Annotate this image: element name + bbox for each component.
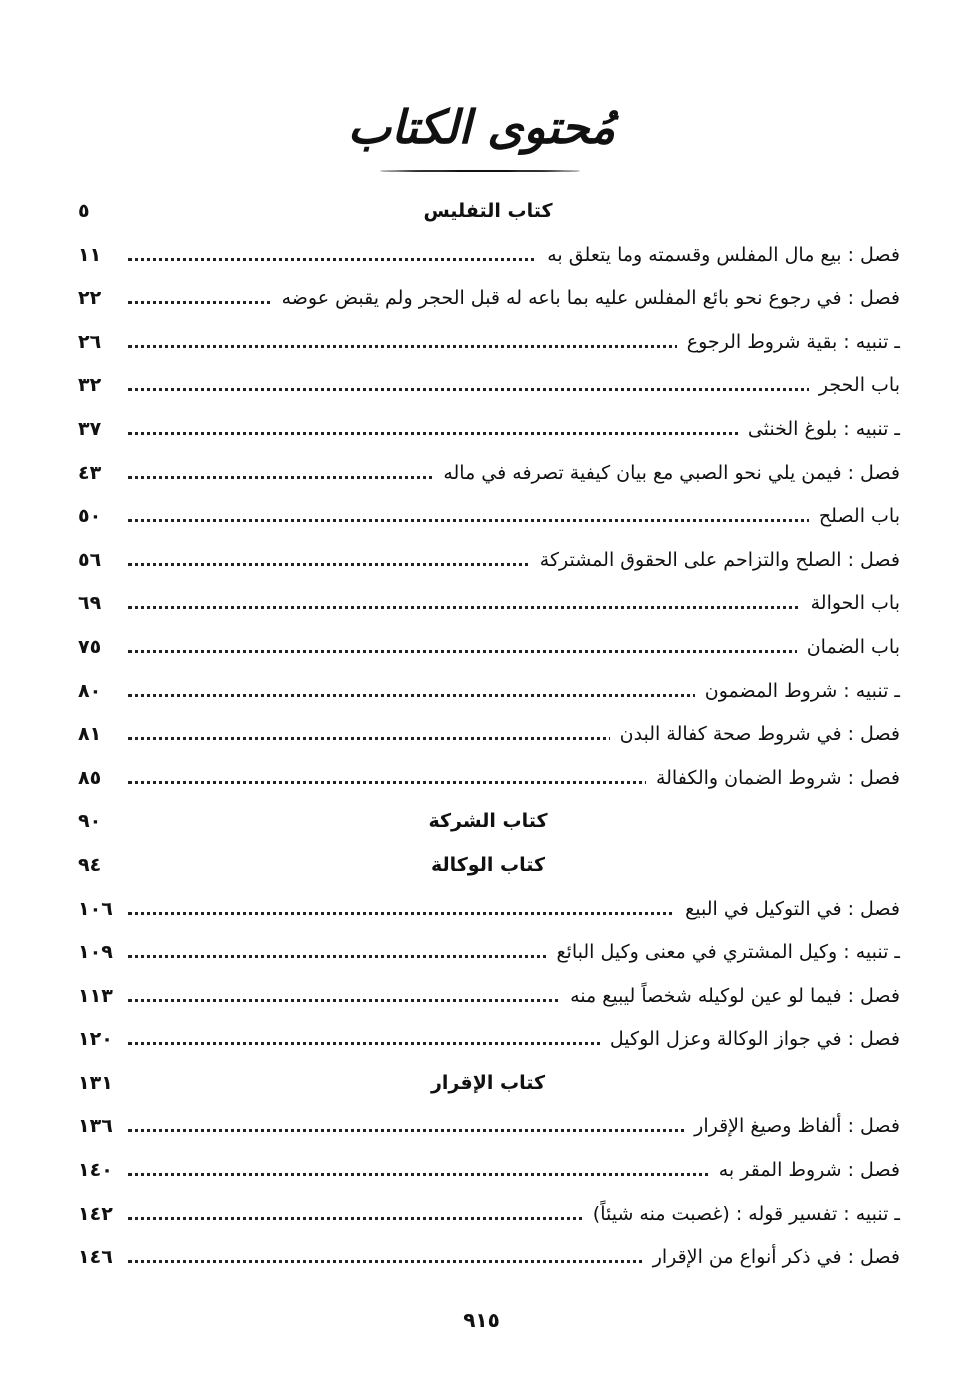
toc-page-number: ١٣٦ [78, 1115, 113, 1138]
toc-entry [72, 672, 904, 716]
toc-entry-title: باب الضمان [797, 636, 900, 658]
toc-entry-title: فصل : في جواز الوكالة وعزل الوكيل [600, 1028, 900, 1050]
toc-section-heading [72, 846, 904, 890]
toc-entry-title: فصل : شروط الضمان والكفالة [646, 767, 900, 789]
toc-entry [72, 628, 904, 672]
toc-entry [72, 541, 904, 585]
title-flourish [380, 170, 580, 172]
toc-page-number: ١٤٠ [78, 1159, 113, 1182]
dot-leader [128, 519, 896, 522]
toc-entry-title: ـ تنبيه : شروط المضمون [695, 680, 900, 702]
toc-entry-title: ـ تنبيه : تفسير قوله : (غصبت منه شيئاً) [583, 1203, 900, 1225]
toc-entry [72, 366, 904, 410]
toc-entry-title: كتاب الإقرار [430, 1071, 546, 1094]
toc-entry-title: ـ تنبيه : بقية شروط الرجوع [677, 331, 900, 353]
toc-entry-title: فصل : في شروط صحة كفالة البدن [610, 723, 900, 745]
footer-page-number: ٩١٥ [463, 1308, 500, 1332]
toc-page-number: ٥ [78, 200, 90, 222]
toc-entry [72, 1151, 904, 1195]
dot-leader [128, 606, 896, 609]
toc-page-number: ١٠٩ [78, 941, 113, 964]
toc-entry [72, 236, 904, 280]
toc-entry-title: فصل : في التوكيل في البيع [675, 898, 900, 920]
toc-entry-title: فصل : بيع مال المفلس وقسمته وما يتعلق به [537, 244, 900, 266]
toc-entry [72, 454, 904, 498]
toc-section-heading [72, 1064, 904, 1108]
toc-entry-title: كتاب التفليس [423, 200, 553, 222]
toc-page-number: ١٠٦ [78, 897, 113, 920]
toc-entry-title: فصل : ألفاظ وصيغ الإقرار [684, 1115, 900, 1137]
toc-page-number: ٢٢ [78, 287, 102, 310]
toc-entry-title: فصل : فيمن يلي نحو الصبي مع بيان كيفية تصرفه في ماله [433, 462, 900, 484]
toc-entry-title: فصل : الصلح والتزاحم على الحقوق المشتركة [530, 549, 900, 571]
toc-page-number: ١٢٠ [78, 1028, 113, 1051]
toc-entry [72, 1020, 904, 1064]
toc-page-number: ٩٠ [78, 810, 102, 833]
toc-page-number: ٨٠ [78, 679, 102, 702]
toc-page-number: ٢٦ [78, 330, 102, 353]
toc-entry [72, 584, 904, 628]
toc-entry-title: فصل : شروط المقر به [709, 1159, 900, 1181]
toc-entry-title: ـ تنبيه : بلوغ الخنثى [738, 418, 900, 440]
toc-page-number: ١١٣ [78, 984, 113, 1007]
toc-page-number: ١٤٢ [78, 1202, 113, 1225]
toc-page-number: ٨٥ [78, 766, 102, 789]
toc-entry-title: فصل : في ذكر أنواع من الإقرار [643, 1246, 900, 1268]
toc-page-number: ٩٤ [78, 853, 102, 876]
toc-page-number: ١١ [78, 243, 102, 266]
toc-page-number: ٦٩ [78, 592, 102, 615]
toc-section-heading [72, 192, 904, 236]
toc-page-number: ٥٦ [78, 548, 102, 571]
toc-page-number: ١٣١ [78, 1071, 113, 1094]
toc-page-number: ٧٥ [78, 635, 102, 658]
toc-entry [72, 977, 904, 1021]
toc-page-number: ٨١ [78, 723, 102, 746]
toc-entry [72, 279, 904, 323]
toc-entry-title: باب الحوالة [801, 592, 900, 614]
dot-leader [128, 650, 896, 653]
page-title: مُحتوى الكتاب [347, 100, 616, 154]
toc-entry [72, 890, 904, 934]
toc-page-number: ٤٣ [78, 461, 102, 484]
toc-entry [72, 715, 904, 759]
toc-entry-title: باب الصلح [809, 505, 900, 527]
dot-leader [128, 388, 896, 391]
toc-entry [72, 933, 904, 977]
toc-entry-title: باب الحجر [809, 374, 900, 396]
table-of-contents [72, 192, 904, 1282]
toc-entry [72, 1195, 904, 1239]
toc-entry-title: كتاب الشركة [428, 810, 548, 833]
toc-entry [72, 410, 904, 454]
toc-entry [72, 759, 904, 803]
toc-entry [72, 1107, 904, 1151]
toc-page-number: ٣٧ [78, 417, 102, 440]
toc-entry-title: كتاب الوكالة [430, 853, 546, 876]
toc-page-number: ٥٠ [78, 505, 102, 528]
toc-entry-title: فصل : فيما لو عين لوكيله شخصاً ليبيع منه [560, 985, 900, 1007]
toc-entry [72, 497, 904, 541]
toc-page-number: ٣٢ [78, 374, 102, 397]
toc-entry-title: ـ تنبيه : وكيل المشتري في معنى وكيل البائع [546, 941, 900, 963]
toc-entry [72, 323, 904, 367]
toc-entry-title: فصل : في رجوع نحو بائع المفلس عليه بما باعه له قبل الحجر ولم يقبض عوضه [272, 287, 900, 309]
toc-page-number: ١٤٦ [78, 1246, 113, 1269]
toc-section-heading [72, 802, 904, 846]
toc-entry [72, 1238, 904, 1282]
